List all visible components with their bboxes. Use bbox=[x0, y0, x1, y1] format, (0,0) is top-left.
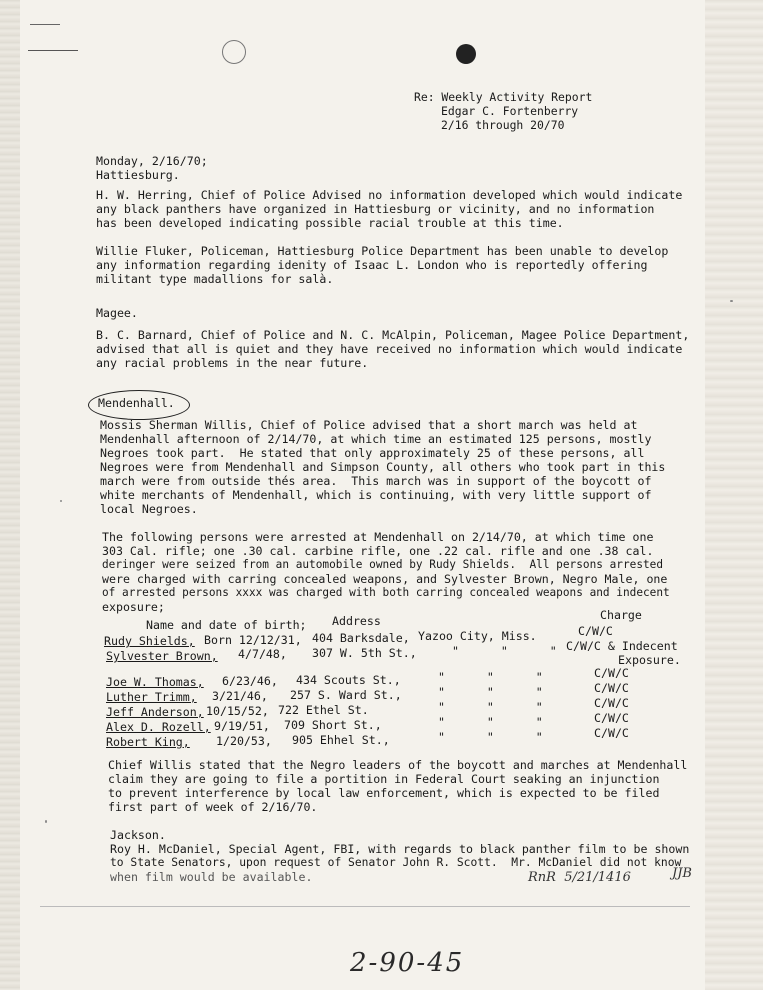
punch-hole-left bbox=[222, 40, 246, 64]
dateline-city: Hattiesburg. bbox=[96, 168, 180, 182]
jackson-heading: Jackson. bbox=[110, 828, 166, 842]
hattiesburg-p2-line: Willie Fluker, Policeman, Hattiesburg Police Department has been unable to develop bbox=[96, 244, 669, 258]
jackson-p1-line: to State Senators, upon request of Senator John R. Scott. Mr. McDaniel did not know bbox=[110, 856, 682, 869]
table-header-name-dob: Name and date of birth; bbox=[146, 618, 307, 632]
mendenhall-p3-line: first part of week of 2/16/70. bbox=[108, 800, 318, 814]
row-city: Yazoo City, Miss. bbox=[418, 629, 537, 643]
row-name: Luther Trimm, bbox=[106, 690, 197, 704]
bottom-scan-rule bbox=[40, 906, 690, 907]
row-charge: C/W/C bbox=[578, 624, 613, 638]
mendenhall-p1-line: white merchants of Mendenhall, which is continuing, with very little support of bbox=[100, 488, 652, 502]
row-charge: C/W/C & Indecent bbox=[566, 639, 678, 653]
magee-p1-line: any racial problems in the near future. bbox=[96, 356, 369, 370]
row-address: 434 Scouts St., bbox=[296, 673, 401, 687]
dateline-day: Monday, 2/16/70; bbox=[96, 154, 208, 168]
row-address: 257 S. Ward St., bbox=[290, 688, 402, 702]
row-name: Jeff Anderson, bbox=[106, 705, 204, 719]
row-city: " " " bbox=[438, 730, 543, 744]
top-left-mark bbox=[28, 50, 78, 51]
handwritten-initials-date: RnR 5/21/1416 bbox=[528, 870, 631, 885]
mendenhall-p3-line: to prevent interference by local law enforcement, which is expected to be filed bbox=[108, 786, 660, 800]
hattiesburg-p2-line: militant type madallions for salà. bbox=[96, 272, 334, 286]
magee-p1-line: B. C. Barnard, Chief of Police and N. C. McAlpin, Policeman, Magee Police Department, bbox=[96, 328, 690, 342]
mendenhall-p2-line: exposure; bbox=[102, 600, 165, 614]
left-scan-edge bbox=[0, 0, 20, 990]
header-dates: 2/16 through 20/70 bbox=[441, 118, 565, 132]
row-charge: C/W/C bbox=[594, 696, 629, 710]
row-city: " " " bbox=[452, 644, 557, 658]
hattiesburg-p1-line: has been developed indicating possible racial trouble at this time. bbox=[96, 216, 564, 230]
row-dob: 3/21/46, bbox=[212, 689, 268, 703]
scan-speck bbox=[730, 300, 733, 302]
row-address: 307 W. 5th St., bbox=[312, 646, 417, 660]
mendenhall-p1-line: Negroes were from Mendenhall and Simpson County, all others who took part in this bbox=[100, 460, 666, 474]
row-name: Rudy Shields, bbox=[104, 634, 195, 648]
jackson-p1-line: Roy H. McDaniel, Special Agent, FBI, with regards to black panther film to be shown bbox=[110, 842, 690, 856]
row-address: 709 Short St., bbox=[284, 718, 382, 732]
hattiesburg-p2-line: any information regarding idenity of Isaac L. London who is reportedly offering bbox=[96, 258, 648, 272]
scan-speck bbox=[45, 820, 47, 823]
scan-speck bbox=[60, 500, 62, 502]
row-city: " " " bbox=[438, 715, 543, 729]
mendenhall-p1-line: Negroes took part. He stated that only approximately 25 of these persons, all bbox=[100, 446, 645, 460]
mendenhall-p1-line: Mendenhall afternoon of 2/14/70, at which time an estimated 125 persons, mostly bbox=[100, 432, 652, 446]
row-address: 905 Ehhel St., bbox=[292, 733, 390, 747]
row-address: 722 Ethel St. bbox=[278, 703, 369, 717]
row-charge: C/W/C bbox=[594, 681, 629, 695]
right-scan-edge bbox=[705, 0, 763, 990]
row-dob: 4/7/48, bbox=[238, 647, 287, 661]
row-city: " " " bbox=[438, 700, 543, 714]
mendenhall-p1-line: march were from outside thés area. This march was in support of the boycott of bbox=[100, 474, 652, 488]
row-name: Sylvester Brown, bbox=[106, 649, 218, 663]
magee-p1-line: advised that all is quiet and they have received no information which would indicate bbox=[96, 342, 683, 356]
handwritten-mark: JJB bbox=[672, 866, 692, 881]
row-city: " " " bbox=[438, 670, 543, 684]
charge-continued: Exposure. bbox=[618, 653, 681, 667]
mendenhall-p1-line: Mossis Sherman Willis, Chief of Police advised that a short march was held at bbox=[100, 418, 638, 432]
row-address: 404 Barksdale, bbox=[312, 631, 410, 645]
row-charge: C/W/C bbox=[594, 726, 629, 740]
row-dob: 6/23/46, bbox=[222, 674, 278, 688]
top-left-mark-2 bbox=[30, 24, 60, 25]
row-dob: 10/15/52, bbox=[206, 704, 269, 718]
header-title: Re: Weekly Activity Report bbox=[414, 90, 593, 104]
mendenhall-p2-line: 303 Cal. rifle; one .30 cal. carbine rifle, one .22 cal. rifle and one .38 cal. bbox=[102, 544, 654, 558]
mendenhall-heading: Mendenhall. bbox=[98, 396, 175, 410]
row-dob: 1/20/53, bbox=[216, 734, 272, 748]
table-header-charge: Charge bbox=[600, 608, 642, 622]
magee-heading: Magee. bbox=[96, 306, 138, 320]
row-charge: C/W/C bbox=[594, 711, 629, 725]
table-header-address: Address bbox=[332, 614, 381, 628]
punch-hole-right bbox=[456, 44, 476, 64]
mendenhall-p2-line: The following persons were arrested at Mendenhall on 2/14/70, at which time one bbox=[102, 530, 654, 544]
row-name: Alex D. Rozell, bbox=[106, 720, 211, 734]
row-dob: 9/19/51, bbox=[214, 719, 270, 733]
mendenhall-p3-line: Chief Willis stated that the Negro leaders of the boycott and marches at Mendenhall bbox=[108, 758, 688, 772]
mendenhall-p3-line: claim they are going to file a portition in Federal Court seaking an injunction bbox=[108, 772, 660, 786]
mendenhall-p2-line: were charged with carring concealed weapons, and Sylvester Brown, Negro Male, one bbox=[102, 572, 668, 586]
row-charge: C/W/C bbox=[594, 666, 629, 680]
row-name: Joe W. Thomas, bbox=[106, 675, 204, 689]
mendenhall-p1-line: local Negroes. bbox=[100, 502, 198, 516]
row-name: Robert King, bbox=[106, 735, 190, 749]
mendenhall-p2-line: deringer were seized from an automobile owned by Rudy Shields. All persons arrested bbox=[102, 558, 664, 571]
row-city: " " " bbox=[438, 685, 543, 699]
header-author: Edgar C. Fortenberry bbox=[441, 104, 579, 118]
mendenhall-p2-line: of arrested persons xxxx was charged with both carring concealed weapons and indecent bbox=[102, 586, 670, 599]
handwritten-file-number: 2-90-45 bbox=[350, 948, 465, 978]
hattiesburg-p1-line: any black panthers have organized in Hattiesburg or vicinity, and no information bbox=[96, 202, 655, 216]
row-dob: Born 12/12/31, bbox=[204, 633, 302, 647]
jackson-p1-line: when film would be available. bbox=[110, 870, 313, 884]
hattiesburg-p1-line: H. W. Herring, Chief of Police Advised no information developed which would indicate bbox=[96, 188, 683, 202]
